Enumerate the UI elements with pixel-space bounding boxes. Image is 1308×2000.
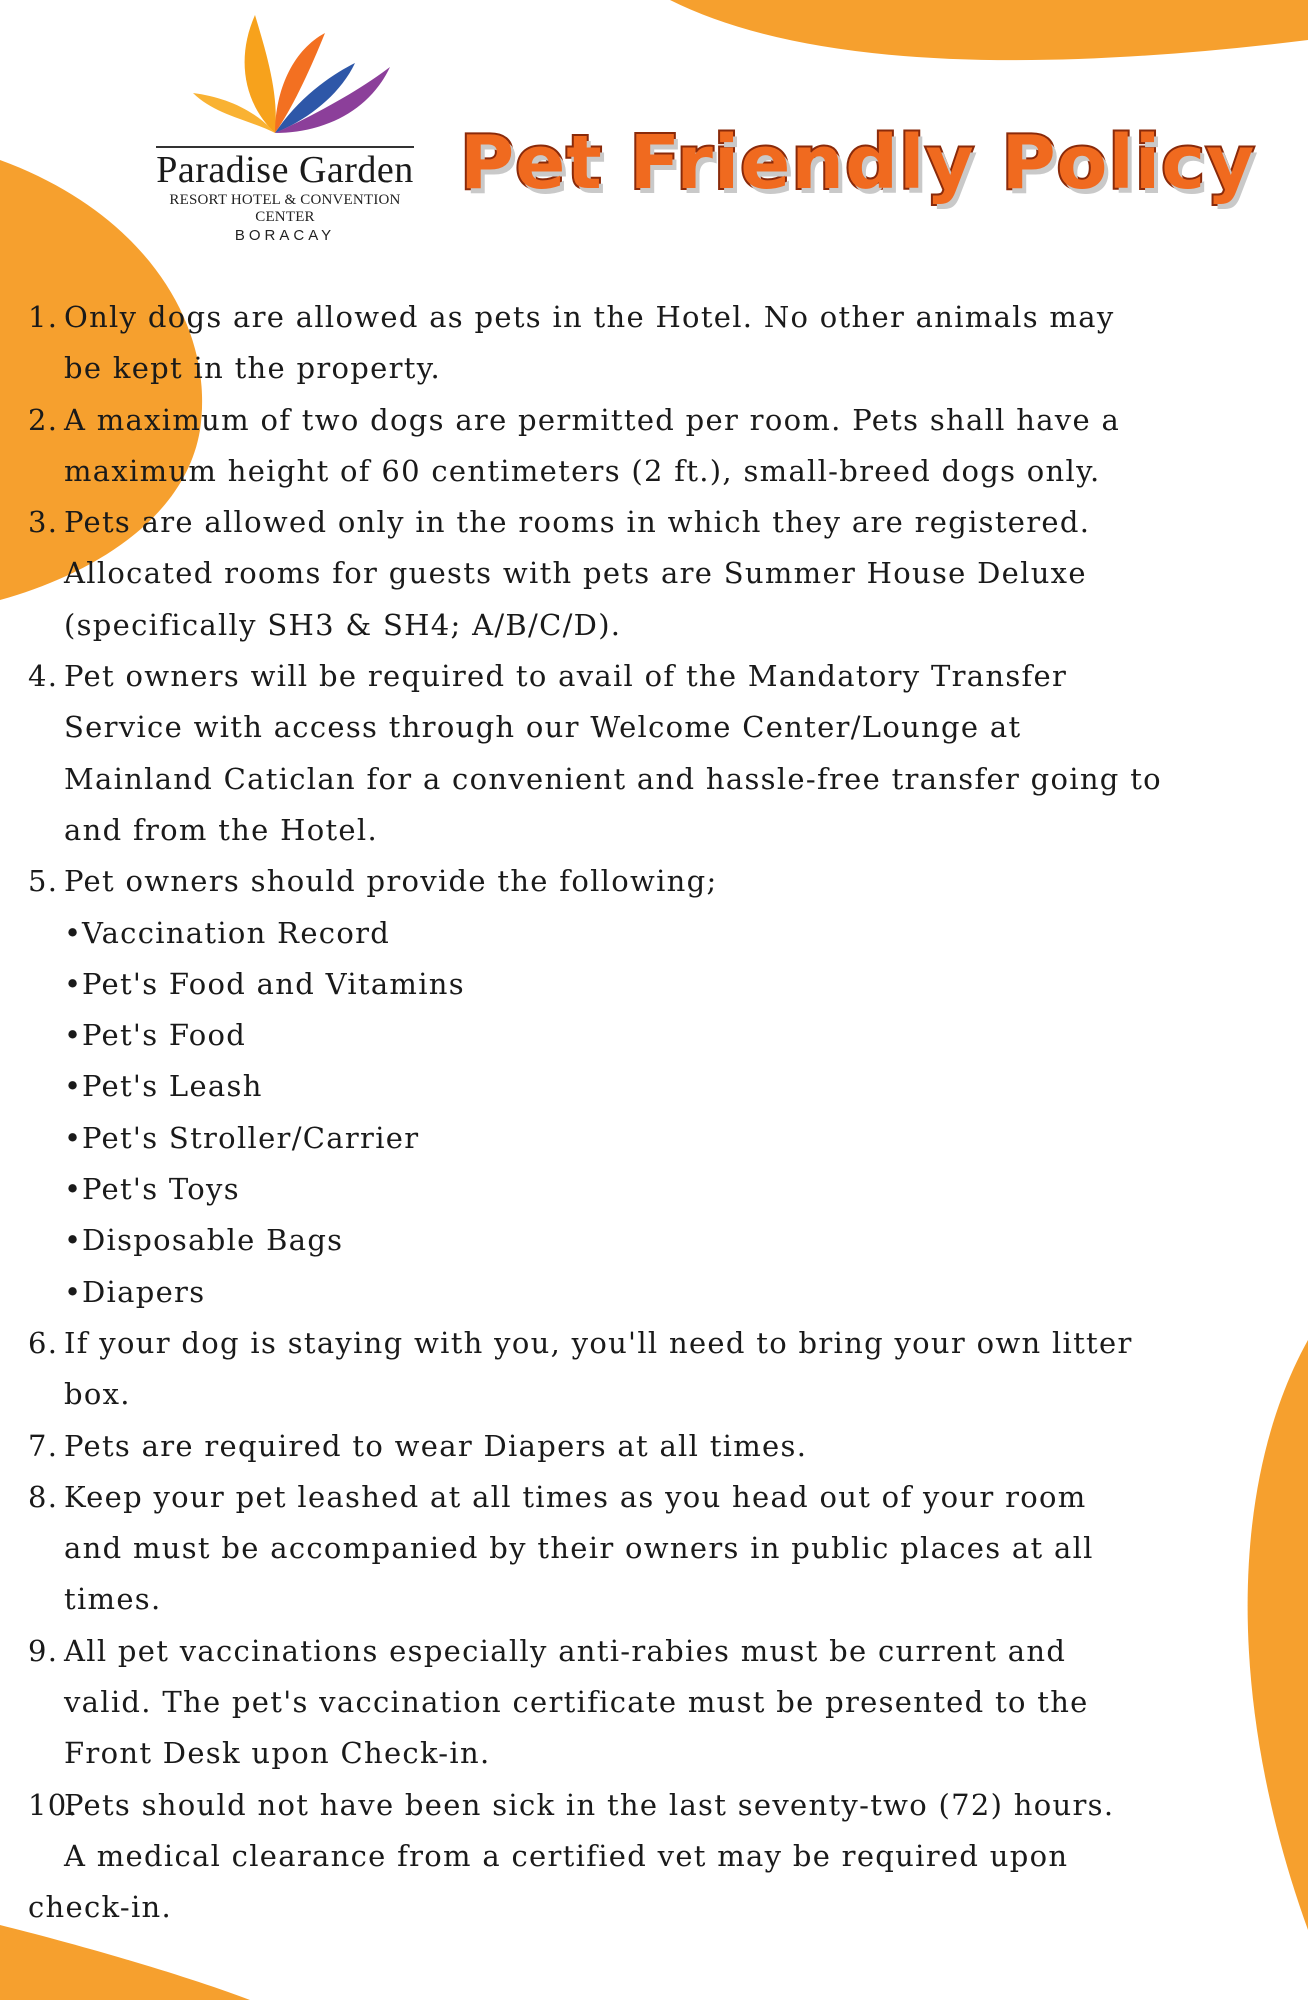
requirement-text: Diapers [82,1274,206,1309]
bullet-icon: • [64,1274,83,1309]
requirement-text: Pet's Toys [82,1172,240,1207]
requirement-item [28,1061,1278,1112]
rule-number: 5. [28,864,59,899]
rule-item [28,292,1278,395]
rule-text: If your dog is staying with you, you'll need to bring your own litter box. [64,1325,1133,1412]
requirement-item [28,1010,1278,1061]
rule-number: 8. [28,1479,59,1514]
requirement-text: Pet's Food and Vitamins [82,966,465,1001]
rule-text: Pet owners should provide the following; [64,864,718,899]
rule-item [28,1472,1278,1626]
requirement-text: Disposable Bags [82,1223,344,1258]
requirement-item [28,1164,1278,1215]
bullet-icon: • [64,1223,83,1258]
rule-item [28,1318,1278,1421]
rule-number: 9. [28,1633,59,1668]
rule-item [28,497,1278,651]
requirements-list [28,908,1278,1318]
hotel-logo [140,15,430,244]
rule-item [28,856,1278,907]
bullet-icon: • [64,1172,83,1207]
requirement-text: Pet's Leash [82,1069,263,1104]
rule-item [28,395,1278,498]
rule-item [28,1626,1278,1780]
rule-text: Pets are required to wear Diapers at all times. [64,1428,808,1463]
rule-item [28,1780,1278,1883]
requirement-item [28,908,1278,959]
rule-text: All pet vaccinations especially anti-rabies must be current and valid. The pet's vaccination certificate must be presented to the Front Desk upon Check-in. [64,1633,1089,1771]
requirement-text: Pet's Stroller/Carrier [82,1120,420,1155]
rule-number: 1. [28,300,59,334]
requirement-item [28,959,1278,1010]
bullet-icon: • [64,1018,83,1053]
rule-number: 2. [28,402,59,437]
rule-item [28,651,1278,856]
rule-number: 6. [28,1325,59,1360]
page-title: Pet Friendly Policy [460,120,1256,206]
requirement-text: Vaccination Record [82,915,391,950]
rule-last-line: check-in. [28,1890,173,1925]
logo-name: Paradise Garden [156,146,414,190]
bullet-icon: • [64,1069,83,1104]
rule-number: 10. [28,1787,79,1822]
rule-text: Pets are allowed only in the rooms in which they are registered. Allocated rooms for guests with pets are Summer House Deluxe (specifically SH3 & SH4; A/B/C/D). [64,505,1091,642]
bullet-icon: • [64,966,83,1001]
rule-number: 7. [28,1428,59,1463]
top-right-orange-wave [670,0,1308,60]
rule-text: Pet owners will be required to avail of the Mandatory Transfer Service with access through our Welcome Center/Lounge at Mainland Caticlan for a convenient and hassle-free transfer going to and from the Hotel. [64,659,1162,847]
rule-number: 4. [28,659,59,694]
policy-list [28,292,1278,1934]
bottom-left-orange-wave [0,1925,250,2000]
requirement-item [28,1215,1278,1266]
logo-subtitle: RESORT HOTEL & CONVENTION CENTER [169,192,401,225]
rule-text: Pets should not have been sick in the last seventy-two (72) hours. A medical clearance from a certified vet may be required upon [64,1787,1115,1873]
rule-text: Only dogs are allowed as pets in the Hotel. No other animals may be kept in the property. [64,300,1115,386]
bullet-icon: • [64,915,83,950]
bullet-icon: • [64,1120,83,1155]
requirement-item [28,1267,1278,1318]
requirement-item [28,1113,1278,1164]
rule-text: Keep your pet leashed at all times as you head out of your room and must be accompanied by their owners in public places at all times. [64,1479,1094,1617]
rule-item [28,1421,1278,1472]
bird-of-paradise-icon [175,15,395,140]
requirement-text: Pet's Food [82,1018,247,1053]
rule-text: A maximum of two dogs are permitted per room. Pets shall have a maximum height of 60 centimeters (2 ft.), small-breed dogs only. [64,402,1121,488]
rule-number: 3. [28,505,59,540]
logo-location: BORACAY [234,227,336,244]
